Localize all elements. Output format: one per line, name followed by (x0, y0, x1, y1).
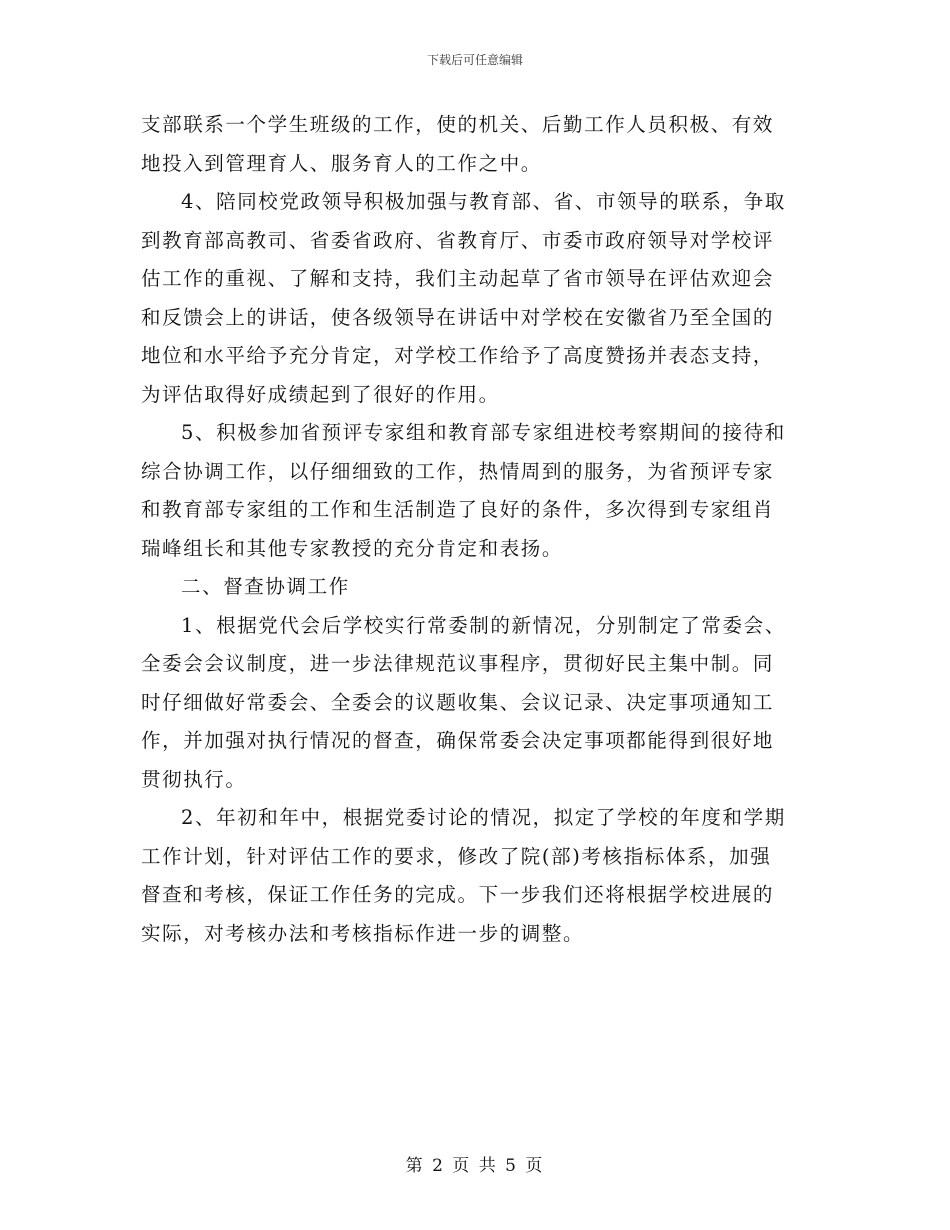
paragraph-line: 支部联系一个学生班级的工作，使的机关、后勤工作人员积极、有效 (141, 113, 775, 136)
paragraph-first-line: 2、年初和年中，根据党委讨论的情况，拟定了学校的年度和学期 (181, 806, 786, 829)
page-number: 第 2 页 共 5 页 (405, 1156, 545, 1176)
document-body (141, 106, 811, 953)
paragraph-line: 工作计划，针对评估工作的要求，修改了院(部)考核指标体系，加强 (141, 844, 772, 868)
paragraph-first-line: 1、根据党代会后学校实行常委制的新情况，分别制定了常委会、 (181, 613, 786, 637)
paragraph-line: 综合协调工作，以仔细细致的工作，热情周到的服务，为省预评专家 (141, 459, 775, 483)
paragraph-line: 作，并加强对执行情况的督查，确保常委会决定事项都能得到很好地 (141, 729, 775, 752)
paragraph-line: 时仔细做好常委会、全委会的议题收集、会议记录、决定事项通知工 (141, 690, 775, 714)
paragraph-line: 实际，对考核办法和考核指标作进一步的调整。 (141, 921, 585, 945)
paragraph-line: 为评估取得好成绩起到了很好的作用。 (141, 382, 500, 406)
paragraph-line: 和反馈会上的讲话，使各级领导在讲话中对学校在安徽省乃至全国的 (141, 305, 775, 329)
page-header: 下载后可任意编辑 (426, 53, 523, 67)
paragraph-first-line: 5、积极参加省预评专家组和教育部专家组进校考察期间的接待和 (181, 421, 786, 444)
paragraph-line: 地投入到管理育人、服务育人的工作之中。 (141, 151, 542, 175)
paragraph-first-line: 二、督查协调工作 (181, 575, 350, 598)
paragraph-line: 全委会会议制度，进一步法律规范议事程序，贯彻好民主集中制。同 (141, 652, 775, 675)
paragraph-line: 和教育部专家组的工作和生活制造了良好的条件，多次得到专家组肖 (141, 498, 775, 521)
paragraph-line: 到教育部高教司、省委省政府、省教育厅、市委市政府领导对学校评 (141, 228, 775, 252)
paragraph-line: 瑞峰组长和其他专家教授的充分肯定和表扬。 (141, 536, 564, 560)
paragraph-first-line: 4、陪同校党政领导积极加强与教育部、省、市领导的联系，争取 (181, 190, 786, 213)
paragraph-line: 督查和考核，保证工作任务的完成。下一步我们还将根据学校进展的 (141, 883, 775, 906)
paragraph-line: 地位和水平给予充分肯定，对学校工作给予了高度赞扬并表态支持， (141, 344, 775, 367)
paragraph-line: 估工作的重视、了解和支持，我们主动起草了省市领导在评估欢迎会 (141, 267, 775, 290)
paragraph-line: 贯彻执行。 (141, 767, 247, 791)
